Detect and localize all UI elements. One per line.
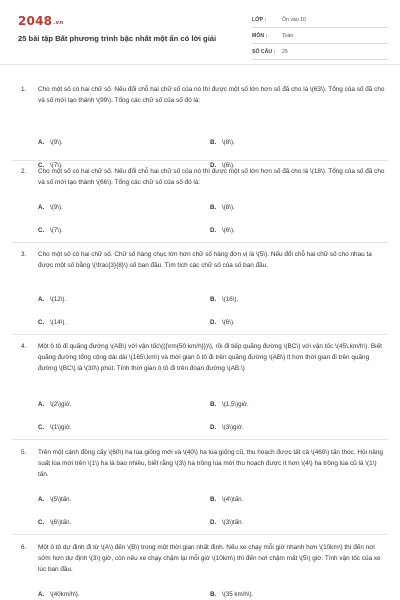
option-b[interactable]: B. \(8\). <box>210 139 235 146</box>
divider <box>12 439 388 440</box>
option-b[interactable]: B. \(16\). <box>210 296 239 303</box>
question-number: 2. <box>21 168 27 175</box>
option-b[interactable]: B. \(4\)tấn. <box>210 496 244 503</box>
question-number: 3. <box>21 251 27 258</box>
option-a[interactable]: A. \(5\)tấn. <box>38 496 72 503</box>
option-d[interactable]: D. \(6\). <box>210 319 235 326</box>
question-number: 6. <box>21 544 27 551</box>
option-d[interactable]: D. \(3\)tấn. <box>210 519 244 526</box>
meta-row-subject <box>252 28 388 44</box>
question-text: Cho một số có hai chữ số. Nếu đổi chỗ hai chữ số của nó thì được một số lớn hơn số đã cho là \(63\). Tổng của số đã cho và số mới tạo thành \(99\). Tổng các chữ số của số đó là: <box>38 86 385 105</box>
option-c[interactable]: C. \(7\). <box>38 227 63 234</box>
document-title: 25 bài tập Bất phương trình bậc nhất một ẩn có lời giải <box>18 34 217 43</box>
question-number: 5. <box>21 449 27 456</box>
option-c[interactable]: C. \(1\)giờ. <box>38 424 72 431</box>
divider <box>12 160 388 161</box>
question-text: Trên một cánh đồng cấy \(60\) ha lúa giống mới và \(40\) ha lúa giống cũ, thu hoạch được tất cả \(460\) tấn thóc. Hỏi năng suất lúa mới trên \(1\) ha là bao nhiêu, biết rằng \(3\) ha trồng lúa mới thu hoạch được ít hơn \(4\) ha trồng lúa cũ là \(1\) tấn. <box>38 449 383 479</box>
meta-key: SỐ CÂU : <box>252 48 276 55</box>
option-a[interactable]: A. \(9\). <box>38 204 63 211</box>
question-text: Một ô tô dự định đi từ \(A\) đến \(B\) trong một thời gian nhất định. Nếu xe chạy mỗi giờ nhanh hơn \(10km\) thì đến nơi sớm hơn dự định \(3\) giờ, còn nếu xe chạy chậm lại mỗi giờ \(10km\) thì đến nơi chậm mất \(5\) giờ. Tính vận tốc của xe lúc ban đầu. <box>38 544 381 574</box>
option-c[interactable]: C. \(14\). <box>38 319 67 326</box>
question-text: Cho một số có hai chữ số. Nếu đổi chỗ hai chữ số của nó thì được một số lớn hơn số đã cho là \(18\). Tổng của số đã cho và số mới tạo thành \(66\). Tổng các chữ số của số đó là: <box>38 168 385 187</box>
option-a[interactable]: A. \(2\)giờ. <box>38 401 72 408</box>
divider <box>12 334 388 335</box>
option-a[interactable]: A. \(12\). <box>38 296 67 303</box>
option-c[interactable]: C. \(7\). <box>38 162 63 169</box>
option-a[interactable]: A. \(9\). <box>38 139 63 146</box>
option-d[interactable]: D. \(6\). <box>210 227 235 234</box>
meta-value: 25 <box>282 48 288 55</box>
meta-value: Ôn vào 10 <box>282 16 306 23</box>
option-d[interactable]: D. \(6\). <box>210 162 235 169</box>
option-c[interactable]: C. \(6\)tấn. <box>38 519 72 526</box>
option-b[interactable]: B. \(35 km/h\). <box>210 591 254 598</box>
document-header <box>0 0 400 65</box>
meta-value: Toán <box>282 32 294 39</box>
site-logo[interactable] <box>18 14 63 28</box>
question-number: 1. <box>21 86 27 93</box>
option-b[interactable]: B. \(8\). <box>210 204 235 211</box>
meta-table <box>252 12 388 60</box>
option-b[interactable]: B. \(1,5\)giờ. <box>210 401 249 408</box>
divider <box>12 534 388 535</box>
meta-key: LỚP : <box>252 16 267 23</box>
question-number: 4. <box>21 343 27 350</box>
logo-text: 2048 <box>18 14 53 28</box>
meta-row-class <box>252 12 388 28</box>
divider <box>12 242 388 243</box>
option-d[interactable]: D. \(3\)giờ. <box>210 424 244 431</box>
meta-key: MÔN : <box>252 32 268 39</box>
logo-suffix: .vn <box>53 20 64 26</box>
meta-row-count <box>252 44 388 60</box>
option-a[interactable]: A. \(40km/h\). <box>38 591 80 598</box>
question-text: Một ô tô đi quãng đường \(AB\) với vận tốc\(({\rm{50 km/h}})\), rồi đi tiếp quãng đường \(BC\) với vận tốc \(45\,km/h\). Biết quãng đường tổng cộng dài dài \(165\,km\) và thời gian ô tô đi trên quãng đường \(AB\) ít hơn thời gian đi trên quãng đường \(BC\) là \(30\) phút. Tính thời gian ô tô đi trên đoạn đường \(AB.\) <box>38 343 382 373</box>
question-text: Cho một số có hai chữ số. Chữ số hàng chục lớn hơn chữ số hàng đơn vị là \(5\). Nếu đổi chỗ hai chữ số cho nhau ta được một số bằng \(\frac{3}{8}\) số ban đầu. Tìm tích các chữ số của số ban đầu. <box>38 251 372 270</box>
